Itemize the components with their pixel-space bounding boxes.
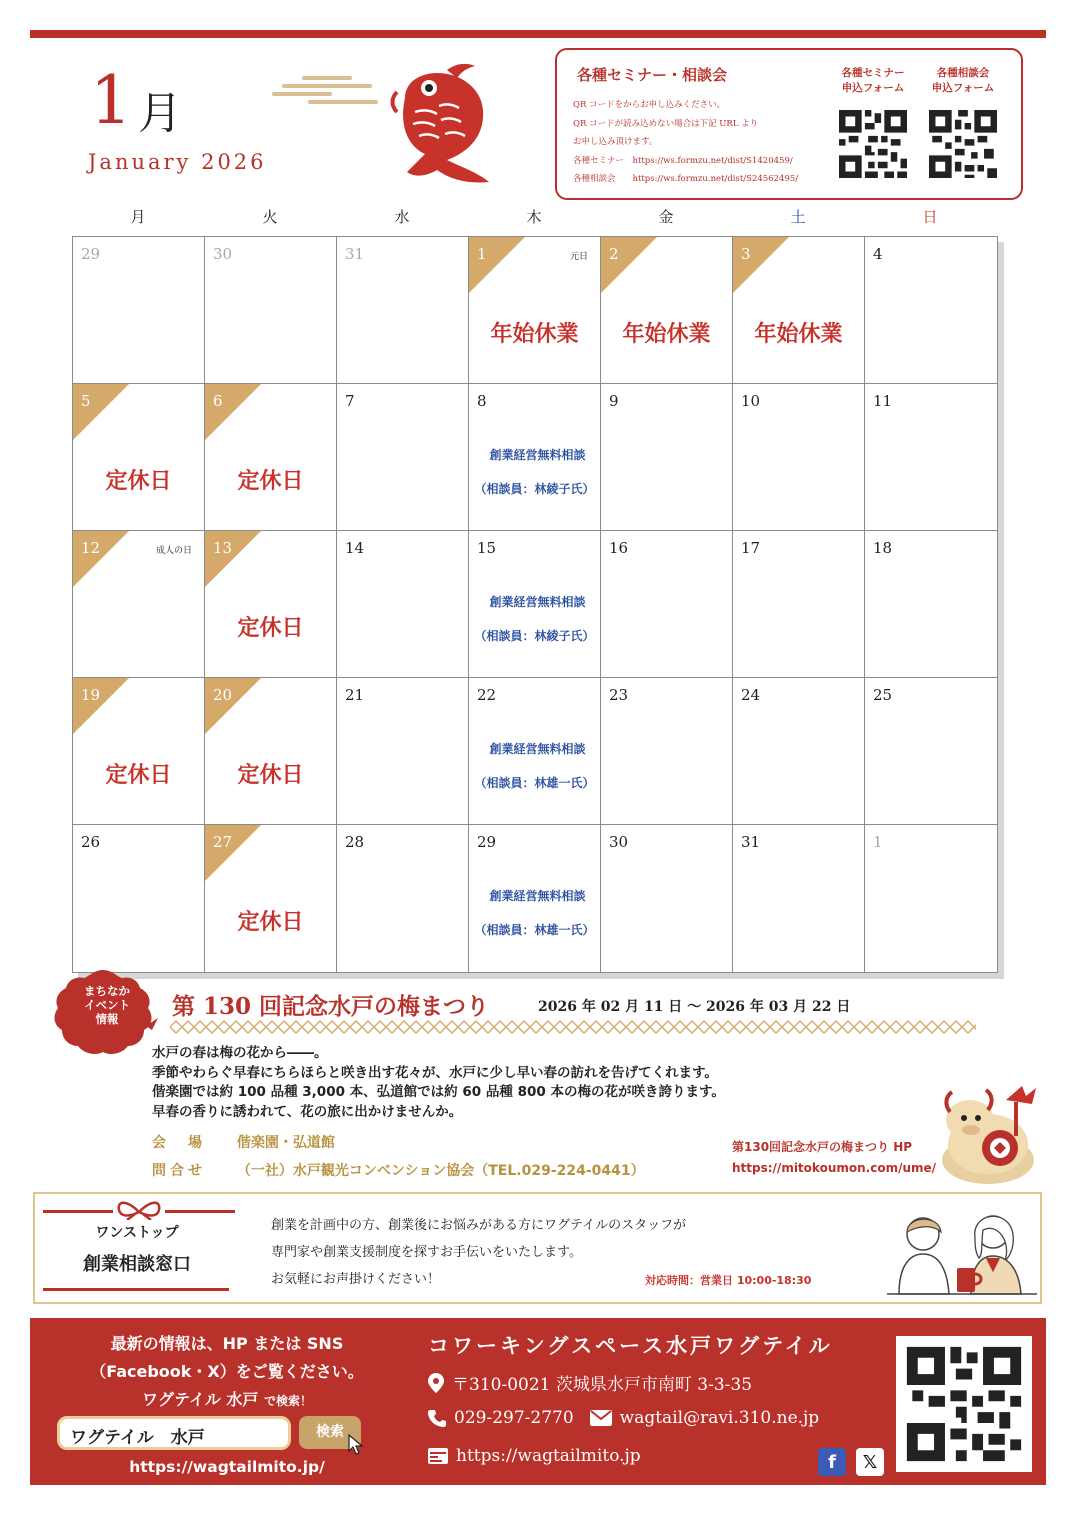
seminar-line: お申し込み頂けます。 (573, 137, 658, 147)
footer-address (428, 1370, 752, 1395)
day-number: 29 (477, 833, 497, 851)
seminar-qr-label-line: 各種セミナー (841, 67, 905, 79)
location-pin-icon (428, 1373, 444, 1393)
weekday-label: 火 (262, 208, 278, 226)
footer-web (428, 1446, 641, 1466)
consultant-name: （相談員：林雄一氏） (474, 776, 595, 790)
zigzag-divider (170, 1020, 976, 1034)
calendar-day-cell (469, 531, 601, 678)
onestop-description (271, 1212, 686, 1293)
calendar-day-cell (733, 384, 865, 531)
day-number: 28 (345, 833, 365, 851)
day-number: 8 (477, 392, 487, 410)
facebook-icon[interactable]: f (818, 1448, 846, 1476)
footer-sns-message (52, 1330, 402, 1415)
calendar-day-cell (337, 825, 469, 972)
weekday-header (72, 206, 996, 230)
calendar-day-cell (865, 678, 997, 825)
closed-label: 年始休業 (622, 322, 711, 347)
footer-sns-line: 最新の情報は、HP または SNS (110, 1334, 344, 1353)
footer-qr-code[interactable] (896, 1336, 1032, 1472)
day-number: 6 (213, 392, 223, 410)
onestop-title: ワンストップ (95, 1225, 179, 1241)
contact-value: （一社）水戸観光コンベンション協会（TEL.029-224-0441） (236, 1163, 645, 1179)
calendar-day-cell (73, 531, 205, 678)
calendar-day-cell (337, 384, 469, 531)
venue-value: 偕楽園・弘道館 (236, 1135, 335, 1151)
day-number: 30 (609, 833, 629, 851)
seminar-title: 各種セミナー・相談会 (577, 66, 728, 84)
closed-label: 年始休業 (490, 322, 579, 347)
day-number: 26 (81, 833, 101, 851)
browser-icon (428, 1448, 448, 1464)
calendar-day-cell (733, 678, 865, 825)
top-bar (30, 30, 1046, 38)
footer-contact (428, 1408, 819, 1428)
calendar-day-cell (337, 678, 469, 825)
calendar-day-cell (601, 384, 733, 531)
event-description-line: 偕楽園では約 100 品種 3,000 本、弘道館では約 60 品種 800 本の梅の花が咲き誇ります。 (152, 1084, 725, 1100)
day-number: 31 (345, 245, 365, 263)
search-hint-small: で検索！ (264, 1394, 313, 1408)
closed-label: 定休日 (105, 469, 172, 494)
day-number: 23 (609, 686, 629, 704)
day-number: 2 (609, 245, 619, 263)
closed-label: 定休日 (237, 763, 304, 788)
search-input[interactable]: ワグテイル 水戸 (57, 1416, 291, 1450)
calendar-day-cell (205, 384, 337, 531)
badge-line: 情報 (95, 1012, 119, 1026)
onestop-section (33, 1192, 1042, 1304)
consultation-label: 創業経営無料相談 (489, 595, 586, 609)
calendar-day-cell (469, 384, 601, 531)
calendar-day-cell (205, 531, 337, 678)
month-number: 1 (90, 62, 132, 139)
footer-search-hint (52, 1386, 402, 1415)
day-number: 20 (213, 686, 233, 704)
month-kanji: 月 (138, 88, 182, 139)
onestop-hours: 対応時間：営業日 10:00-18:30 (645, 1274, 812, 1287)
ribbon-icon (39, 1196, 239, 1220)
closed-label: 定休日 (237, 469, 304, 494)
calendar-day-cell (337, 237, 469, 384)
calendar-day-cell (733, 237, 865, 384)
event-venue (152, 1132, 335, 1152)
calendar-day-cell (205, 237, 337, 384)
calendar-day-cell (865, 237, 997, 384)
consultation-qr-label (923, 66, 1003, 96)
onestop-description-line: 専門家や創業支援制度を探すお手伝いをいたします。 (271, 1245, 582, 1260)
day-number: 4 (873, 245, 883, 263)
day-number: 14 (345, 539, 365, 557)
day-number: 7 (345, 392, 355, 410)
event-description-line: 水戸の春は梅の花から――。 (152, 1045, 328, 1061)
closed-label: 定休日 (105, 763, 172, 788)
closed-label: 定休日 (237, 910, 304, 935)
search-hint-main: ワグテイル 水戸 (141, 1390, 259, 1409)
cursor-icon (348, 1434, 364, 1456)
event-description (152, 1044, 725, 1122)
email-address[interactable]: wagtail@ravi.310.ne.jp (619, 1408, 820, 1428)
footer-qr-image (896, 1336, 1032, 1472)
day-number: 29 (81, 245, 101, 263)
day-number: 10 (741, 392, 761, 410)
event-badge-label (48, 984, 158, 1026)
seminar-qr-label (833, 66, 913, 96)
event-dates: 2026 年 02 月 11 日 ～ 2026 年 03 月 22 日 (538, 999, 851, 1015)
onestop-description-line: 創業を計画中の方、創業後にお悩みがある方にワグテイルのスタッフが (271, 1218, 687, 1233)
consultant-name: （相談員：林綾子氏） (474, 482, 595, 496)
event-hp-label: 第130回記念水戸の梅まつり HP (732, 1140, 913, 1154)
ox-figurine-icon (936, 1082, 1044, 1186)
consultation-url-line[interactable]: 各種相談会 https://ws.formzu.net/dist/S24562495/ (573, 174, 799, 184)
contact-label: 問合せ (152, 1163, 206, 1179)
footer (30, 1318, 1046, 1485)
event-description-line: 季節やわらぐ早春にちらほらと咲き出す花々が、水戸に少し早い春の訪れを告げてくれます。 (152, 1064, 718, 1081)
badge-line: まちなか (84, 984, 130, 998)
weekday-label-sunday: 日 (922, 208, 938, 226)
day-number: 25 (873, 686, 893, 704)
day-number: 17 (741, 539, 761, 557)
closed-label: 定休日 (237, 616, 304, 641)
sea-bream-icon (385, 62, 497, 186)
calendar-grid (72, 236, 998, 973)
event-title: 第 130 回記念水戸の梅まつり (172, 993, 490, 1020)
consultation-qr-label-line: 各種相談会 (936, 67, 990, 79)
seminar-url-line[interactable]: 各種セミナー https://ws.formzu.net/dist/S1420459/ (573, 155, 793, 166)
onestop-subtitle: 創業相談窓口 (83, 1254, 191, 1275)
calendar-day-cell (733, 531, 865, 678)
badge-line: イベント (84, 998, 130, 1012)
calendar-day-cell (601, 531, 733, 678)
consultation-label: 創業経営無料相談 (489, 448, 586, 462)
day-number: 16 (609, 539, 629, 557)
phone-icon (428, 1409, 446, 1427)
weekday-label: 水 (394, 208, 410, 226)
seminar-line: QR コードをからお申し込みください。 (573, 100, 726, 110)
calendar-day-cell (205, 825, 337, 972)
day-number: 27 (213, 833, 233, 851)
day-number: 1 (477, 245, 487, 263)
consultation-illustration (887, 1198, 1037, 1298)
consultation-label: 創業経営無料相談 (489, 889, 586, 903)
calendar-day-cell (601, 237, 733, 384)
seminar-line: QR コードが読み込めない場合は下記 URL より (573, 118, 759, 129)
calendar-day-cell (205, 678, 337, 825)
day-number: 15 (477, 539, 497, 557)
calendar-day-cell (601, 825, 733, 972)
calendar-day-cell (73, 237, 205, 384)
calendar-day-cell (469, 678, 601, 825)
calendar-day-cell (469, 237, 601, 384)
onestop-description-line: お気軽にお声掛けください！ (271, 1272, 441, 1287)
weekday-label-saturday: 土 (790, 208, 806, 226)
calendar-day-cell (865, 384, 997, 531)
footer-sns-line: （Facebook・X）をご覧ください。 (90, 1362, 364, 1381)
seminar-qr-label-line: 申込フォーム (841, 82, 905, 94)
consultant-name: （相談員：林綾子氏） (474, 629, 595, 643)
day-number: 11 (873, 392, 893, 410)
calendar-day-cell (337, 531, 469, 678)
day-number: 21 (345, 686, 365, 704)
day-number: 31 (741, 833, 761, 851)
day-number: 22 (477, 686, 497, 704)
web-url[interactable]: https://wagtailmito.jp (456, 1446, 641, 1466)
month-english: January 2026 (88, 150, 267, 174)
day-number: 30 (213, 245, 233, 263)
day-number: 13 (213, 539, 233, 557)
consultant-name: （相談員：林雄一氏） (474, 923, 595, 937)
day-number: 3 (741, 245, 751, 263)
x-icon[interactable]: 𝕏 (856, 1448, 884, 1476)
weekday-label: 月 (130, 208, 146, 226)
seminar-box (555, 48, 1023, 200)
calendar-day-cell (601, 678, 733, 825)
day-number: 1 (873, 833, 883, 851)
address-text: 〒310-0021 茨城県水戸市南町 3-3-35 (452, 1375, 753, 1395)
calendar-day-cell (73, 384, 205, 531)
day-number: 9 (609, 392, 619, 410)
day-number: 18 (873, 539, 893, 557)
cloud-icon (272, 72, 382, 112)
footer-website-link[interactable]: https://wagtailmito.jp/ (129, 1458, 325, 1476)
footer-organization-name: コワーキングスペース水戸ワグテイル (428, 1334, 833, 1358)
phone-number[interactable]: 029-297-2770 (454, 1408, 574, 1428)
consultation-label: 創業経営無料相談 (489, 742, 586, 756)
day-number: 19 (81, 686, 101, 704)
seminar-instructions (573, 96, 798, 189)
calendar-day-cell (73, 825, 205, 972)
holiday-name: 成人の日 (155, 546, 192, 556)
consultation-qr-code[interactable] (929, 110, 997, 178)
weekday-label: 木 (526, 208, 542, 226)
venue-label: 会 場 (152, 1135, 206, 1151)
calendar-day-cell (469, 825, 601, 972)
consultation-qr-label-line: 申込フォーム (931, 82, 995, 94)
day-number: 5 (81, 392, 91, 410)
event-description-line: 早春の香りに誘われて、花の旅に出かけませんか。 (152, 1103, 463, 1120)
event-hp-link[interactable]: https://mitokoumon.com/ume/ (732, 1161, 937, 1175)
calendar-day-cell (865, 531, 997, 678)
seminar-qr-code[interactable] (839, 110, 907, 178)
mail-icon (590, 1410, 612, 1426)
holiday-name: 元日 (569, 252, 588, 262)
calendar-day-cell (73, 678, 205, 825)
calendar-day-cell (733, 825, 865, 972)
onestop-underline (43, 1288, 229, 1291)
weekday-label: 金 (658, 208, 674, 226)
calendar-day-cell (865, 825, 997, 972)
closed-label: 年始休業 (754, 322, 843, 347)
day-number: 12 (81, 539, 101, 557)
search-button[interactable]: 検索 (299, 1416, 361, 1449)
event-contact (152, 1160, 645, 1180)
day-number: 24 (741, 686, 761, 704)
